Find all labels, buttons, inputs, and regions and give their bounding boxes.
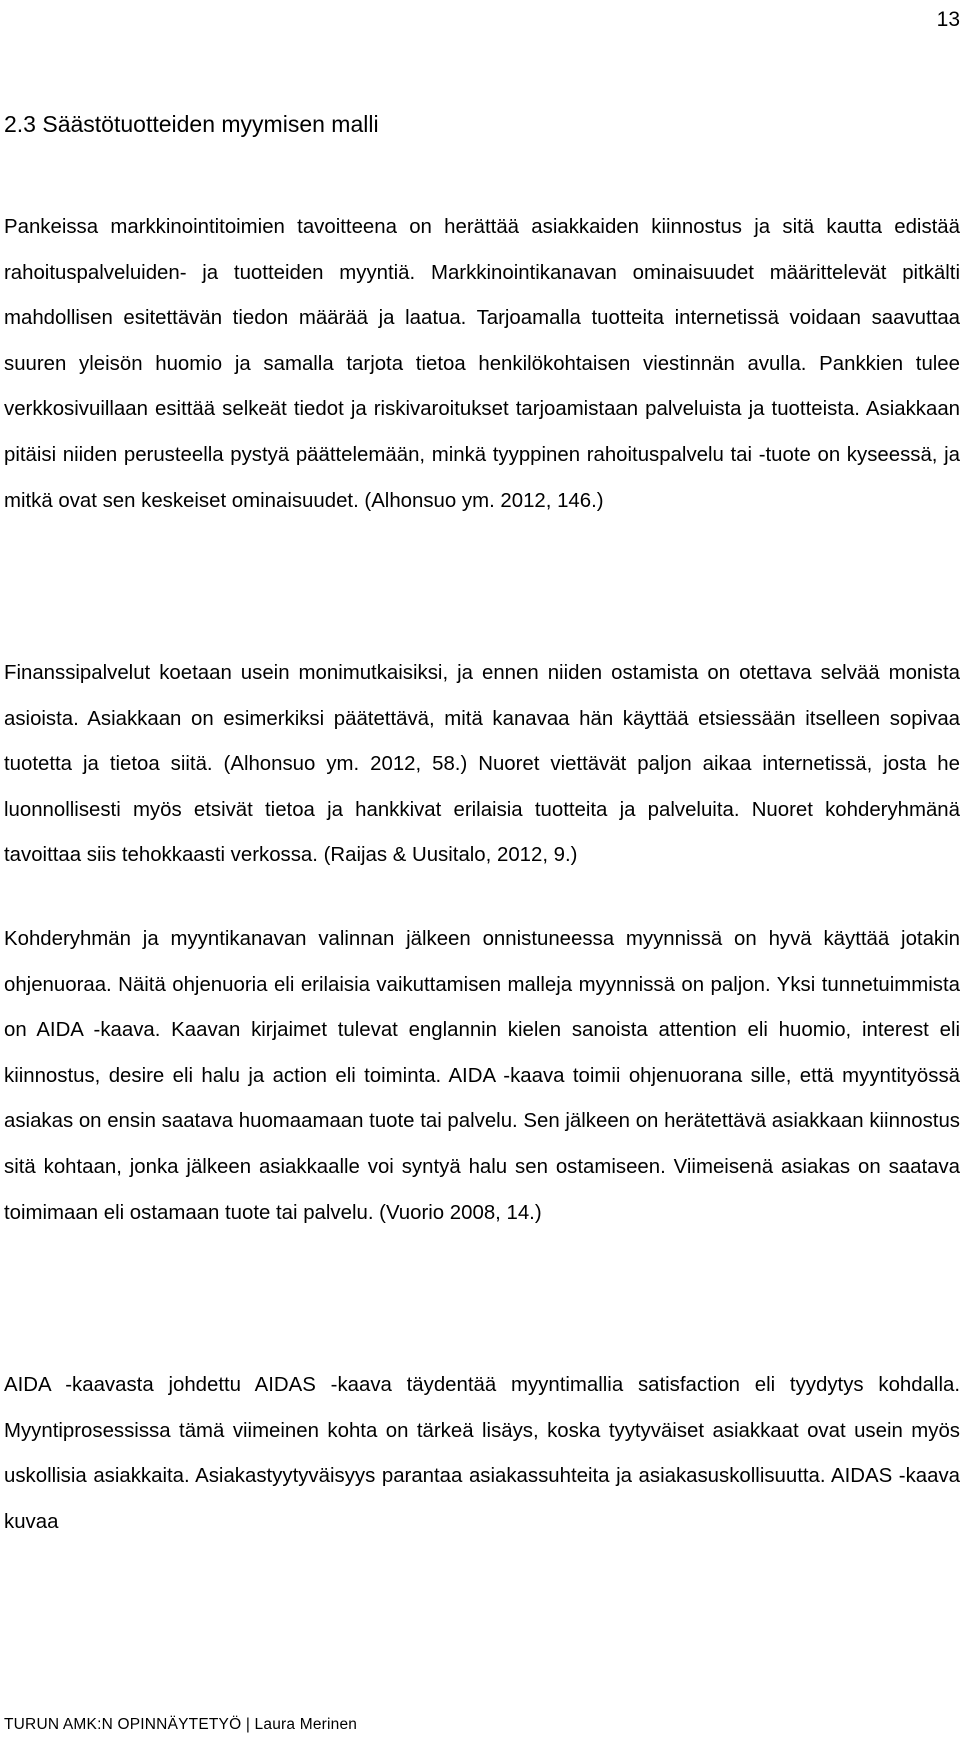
page-number: 13	[936, 8, 960, 31]
page-footer: TURUN AMK:N OPINNÄYTETYÖ | Laura Merinen	[4, 1716, 358, 1733]
body-paragraph: AIDA -kaavasta johdettu AIDAS -kaava täydentää myyntimallia satisfaction eli tyydytys kohdalla. Myyntiprosessissa tämä viimeinen kohta on tärkeä lisäys, koska tyytyväiset asiakkaat ovat usein myös uskollisia asiakkaita. Asiakastyytyväisyys parantaa asiakassuhteita ja asiakasuskollisuutta. AIDAS -kaava kuvaa	[4, 1374, 960, 1533]
section-heading: 2.3 Säästötuotteiden myymisen malli	[4, 111, 379, 137]
body-paragraph: Finanssipalvelut koetaan usein monimutkaisiksi, ja ennen niiden ostamista on otettava selvää monista asioista. Asiakkaan on esimerkiksi päätettävä, mitä kanavaa hän käyttää etsiessään itselleen sopivaa tuotetta ja tietoa siitä. (Alhonsuo ym. 2012, 58.) Nuoret viettävät paljon aikaa internetissä, josta he luonnollisesti myös etsivät tietoa ja hankkivat erilaisia tuotteita ja palveluita. Nuoret kohderyhmänä tavoittaa siis tehokkaasti verkossa. (Raijas & Uusitalo, 2012, 9.)	[4, 662, 960, 867]
body-paragraph: Kohderyhmän ja myyntikanavan valinnan jälkeen onnistuneessa myynnissä on hyvä käyttää jotakin ohjenuoraa. Näitä ohjenuoria eli erilaisia vaikuttamisen malleja myynnissä on paljon. Yksi tunnetuimmista on AIDA -kaava. Kaavan kirjaimet tulevat englannin kielen sanoista attention eli huomio, interest eli kiinnostus, desire eli halu ja action eli toiminta. AIDA -kaava toimii ohjenuorana sille, että myyntityössä asiakas on ensin saatava huomaamaan tuote tai palvelu. Sen jälkeen on herätettävä asiakkaan kiinnostus sitä kohtaan, jonka jälkeen asiakkaalle voi syntyä halu sen ostamiseen. Viimeisenä asiakas on saatava toimimaan eli ostamaan tuote tai palvelu. (Vuorio 2008, 14.)	[4, 928, 960, 1224]
body-paragraph: Pankeissa markkinointitoimien tavoitteena on herättää asiakkaiden kiinnostus ja sitä kautta edistää rahoituspalveluiden- ja tuotteiden myyntiä. Markkinointikanavan ominaisuudet määrittelevät pitkälti mahdollisen esitettävän tiedon määrää ja laatua. Tarjoamalla tuotteita internetissä voidaan saavuttaa suuren yleisön huomio ja samalla tarjota tietoa henkilökohtaisen viestinnän avulla. Pankkien tulee verkkosivuillaan esittää selkeät tiedot ja riskivaroitukset tarjoamistaan palveluista ja tuotteista. Asiakkaan pitäisi niiden perusteella pystyä päättelemään, minkä tyyppinen rahoituspalvelu tai -tuote on kyseessä, ja mitkä ovat sen keskeiset ominaisuudet. (Alhonsuo ym. 2012, 146.)	[4, 216, 960, 512]
